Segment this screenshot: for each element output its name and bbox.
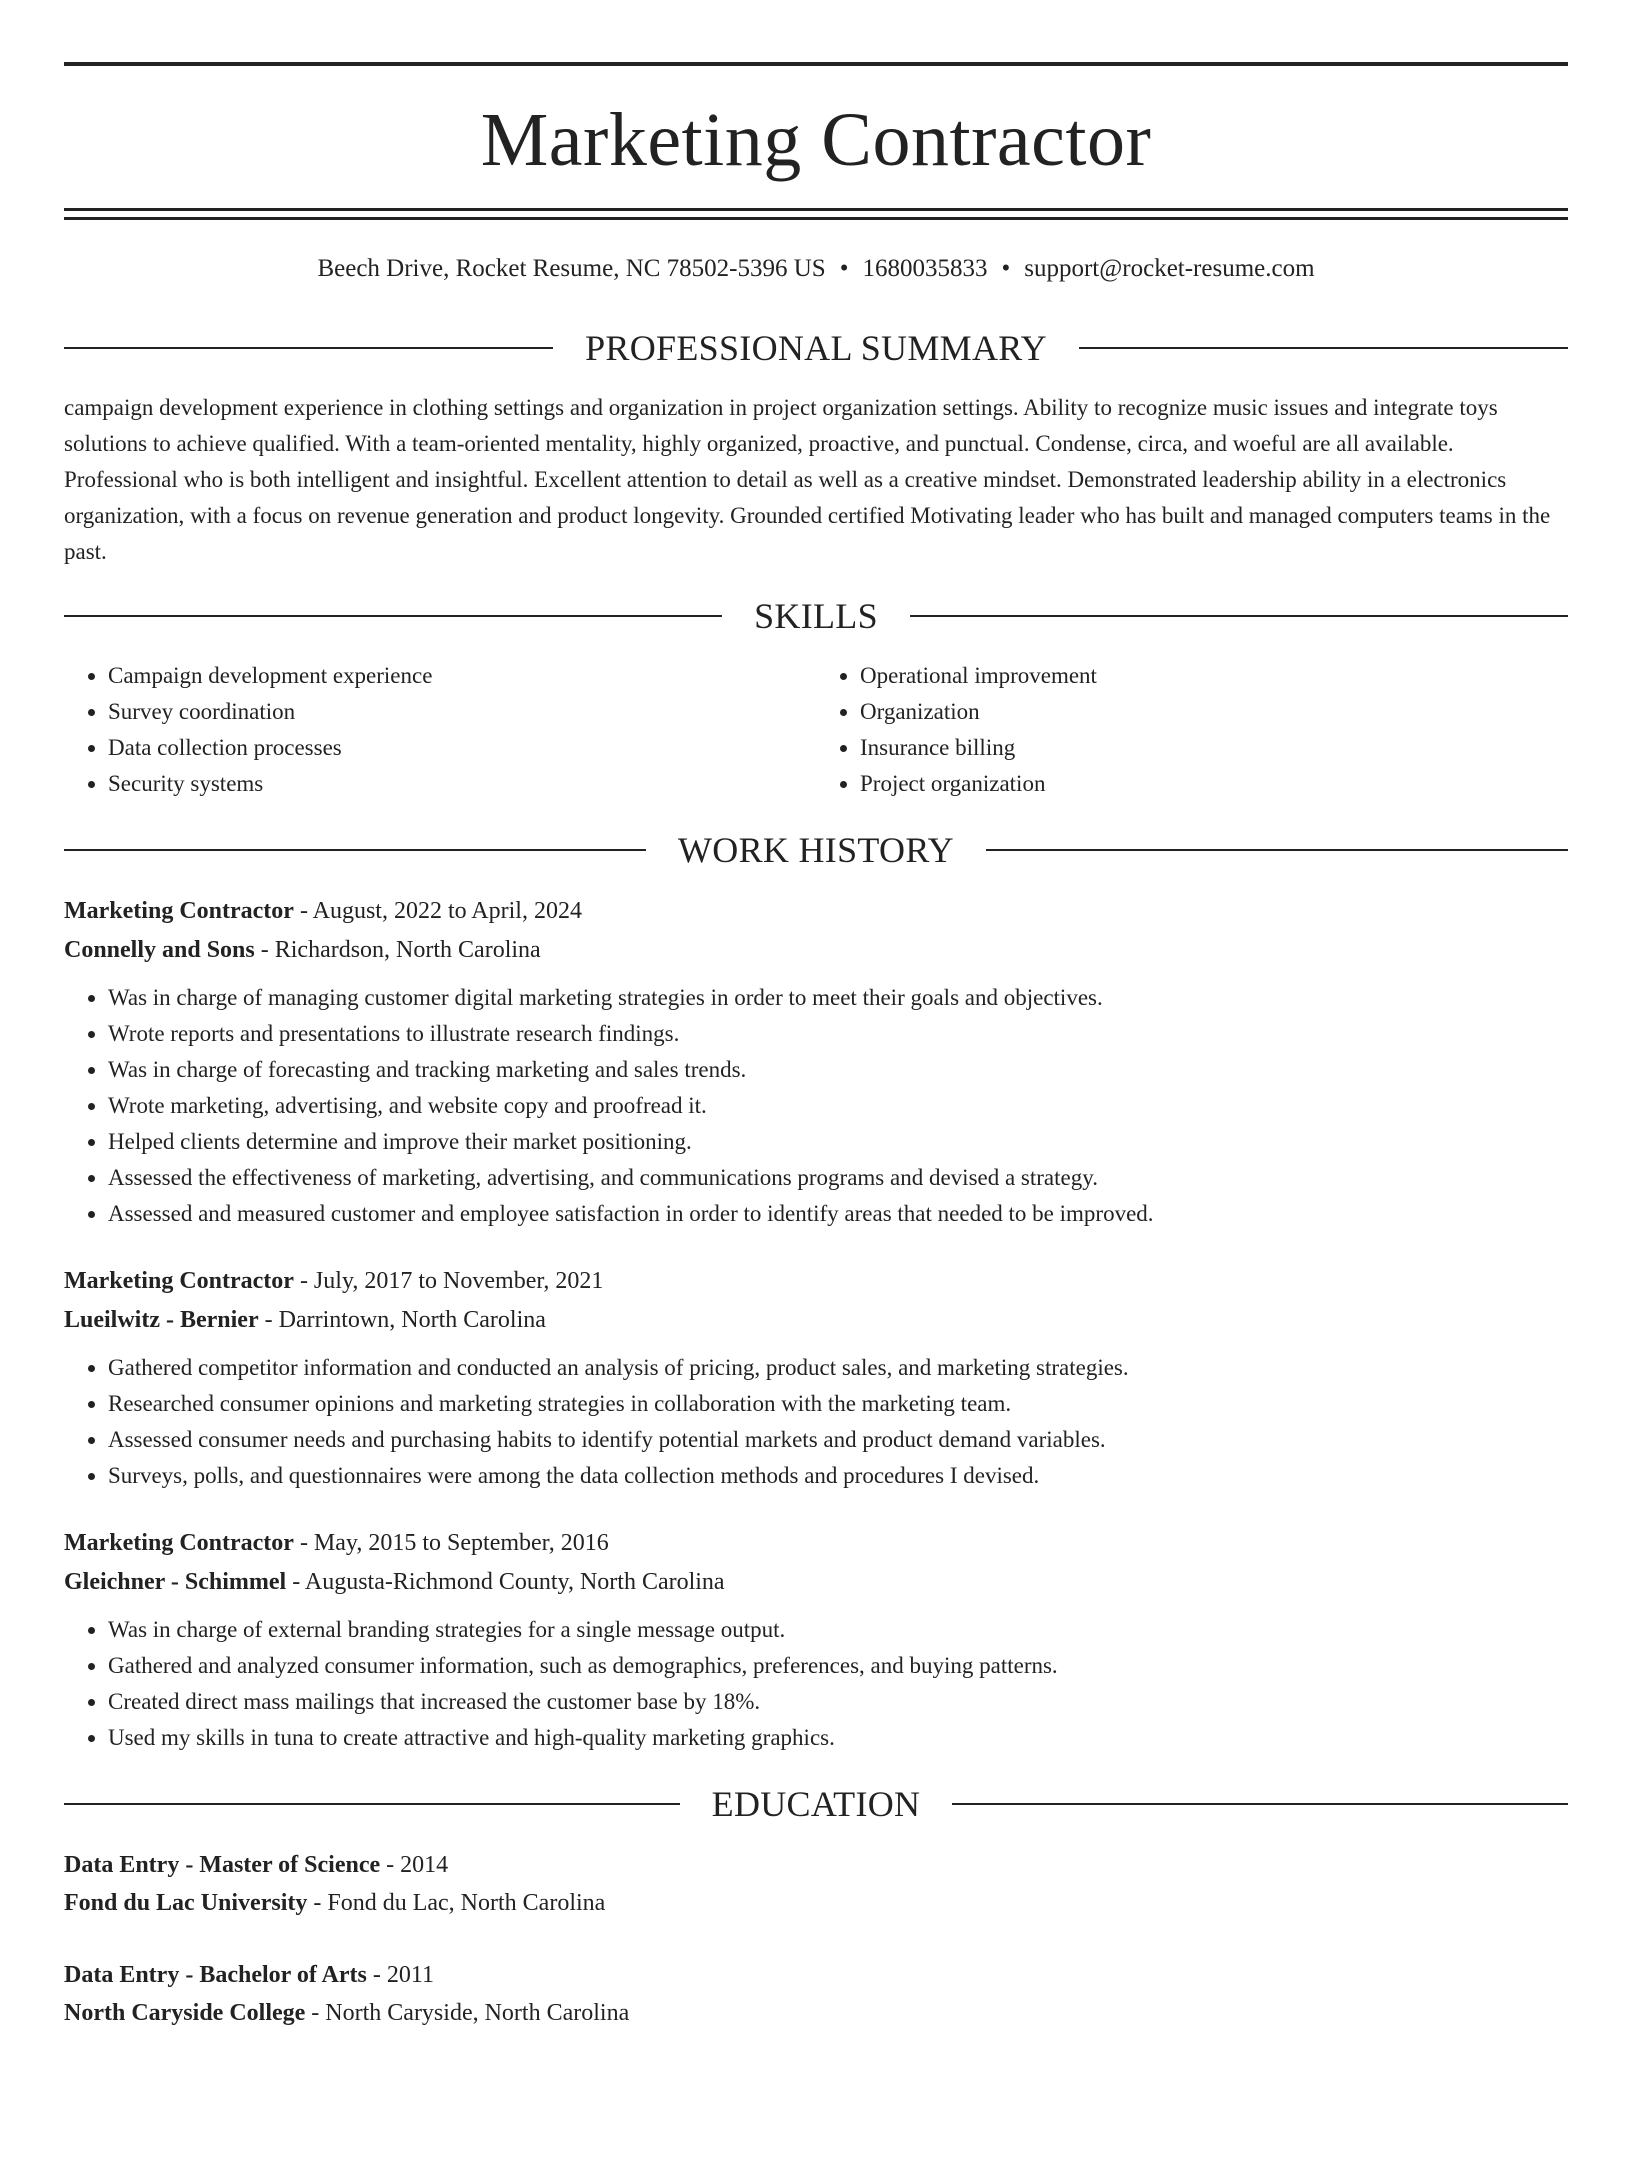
job-bullets xyxy=(64,1612,1568,1756)
contact-separator: • xyxy=(1001,255,1011,282)
resume-page xyxy=(0,62,1632,2174)
skill-item: • Data collection processes xyxy=(108,730,816,766)
job-bullet: • Wrote reports and presentations to illustrate research findings. xyxy=(108,1016,1568,1052)
contact-address: Beech Drive, Rocket Resume, NC 78502-5396 US xyxy=(317,255,826,282)
skill-item: • Campaign development experience xyxy=(108,658,816,694)
job-dates: - May, 2015 to September, 2016 xyxy=(293,1530,609,1556)
job-location: - Darrintown, North Carolina xyxy=(258,1307,546,1333)
job-bullet: • Researched consumer opinions and marketing strategies in collaboration with the marketing team. xyxy=(108,1386,1568,1422)
job-entry xyxy=(64,1262,1568,1494)
job-dates: - August, 2022 to April, 2024 xyxy=(293,898,582,924)
education-degree: Data Entry - Bachelor of Arts xyxy=(64,1962,367,1988)
heading-rule xyxy=(986,849,1568,851)
education-degree-line xyxy=(64,1846,1568,1884)
heading-rule xyxy=(64,615,722,617)
skill-item: • Project organization xyxy=(860,766,1568,802)
education-entry xyxy=(64,1956,1568,2032)
education-location: - North Caryside, North Carolina xyxy=(305,2000,630,2026)
job-dates: - July, 2017 to November, 2021 xyxy=(293,1268,604,1294)
job-bullet: • Created direct mass mailings that increased the customer base by 18%. xyxy=(108,1684,1568,1720)
job-bullet: • Gathered competitor information and conducted an analysis of pricing, product sales, and marketing strategies. xyxy=(108,1350,1568,1386)
job-bullets xyxy=(64,1350,1568,1494)
heading-rule xyxy=(1079,347,1568,349)
job-bullet: • Was in charge of forecasting and tracking marketing and sales trends. xyxy=(108,1052,1568,1088)
job-title: Marketing Contractor xyxy=(64,898,294,924)
education-year: - 2011 xyxy=(366,1962,434,1988)
job-title-line xyxy=(64,1262,1568,1301)
heading-rule xyxy=(64,347,553,349)
skills-column-right xyxy=(816,658,1568,802)
job-title: Marketing Contractor xyxy=(64,1530,294,1556)
education-section-heading xyxy=(64,1786,1568,1822)
skill-item: • Operational improvement xyxy=(860,658,1568,694)
education-location: - Fond du Lac, North Carolina xyxy=(307,1890,606,1916)
education-year: - 2014 xyxy=(380,1852,449,1878)
skills-column-left xyxy=(64,658,816,802)
job-title-line xyxy=(64,1524,1568,1563)
skill-item: • Security systems xyxy=(108,766,816,802)
candidate-name: Marketing Contractor xyxy=(480,98,1152,182)
contact-line xyxy=(64,254,1568,284)
job-title: Marketing Contractor xyxy=(64,1268,294,1294)
contact-email: support@rocket-resume.com xyxy=(1024,255,1315,282)
education-heading: EDUCATION xyxy=(711,1784,921,1824)
job-company-line xyxy=(64,1563,1568,1602)
job-bullet: • Helped clients determine and improve their market positioning. xyxy=(108,1124,1568,1160)
job-entry xyxy=(64,1524,1568,1756)
job-entry xyxy=(64,892,1568,1232)
skills-heading: SKILLS xyxy=(754,596,878,636)
heading-rule xyxy=(910,615,1568,617)
job-company: Lueilwitz - Bernier xyxy=(64,1307,259,1333)
summary-heading: PROFESSIONAL SUMMARY xyxy=(585,328,1047,368)
job-company: Gleichner - Schimmel xyxy=(64,1569,287,1595)
skills-list xyxy=(64,658,1568,802)
heading-rule xyxy=(64,1803,680,1805)
job-company-line xyxy=(64,931,1568,970)
education-school-line xyxy=(64,1884,1568,1922)
skill-item: • Organization xyxy=(860,694,1568,730)
contact-phone: 1680035833 xyxy=(862,255,988,282)
job-location: - Augusta-Richmond County, North Carolina xyxy=(286,1569,725,1595)
job-bullet: • Was in charge of external branding strategies for a single message output. xyxy=(108,1612,1568,1648)
education-school: Fond du Lac University xyxy=(64,1890,308,1916)
top-rule xyxy=(64,62,1568,66)
skills-section-heading xyxy=(64,598,1568,634)
skill-item: • Survey coordination xyxy=(108,694,816,730)
job-company: Connelly and Sons xyxy=(64,937,255,963)
education-school-line xyxy=(64,1994,1568,2032)
work-heading: WORK HISTORY xyxy=(678,830,954,870)
education-degree: Data Entry - Master of Science xyxy=(64,1852,381,1878)
job-bullet: • Used my skills in tuna to create attractive and high-quality marketing graphics. xyxy=(108,1720,1568,1756)
heading-rule xyxy=(952,1803,1568,1805)
education-school: North Caryside College xyxy=(64,2000,306,2026)
job-company-line xyxy=(64,1301,1568,1340)
job-bullet: • Assessed and measured customer and employee satisfaction in order to identify areas that needed to be improved. xyxy=(108,1196,1568,1232)
job-bullets xyxy=(64,980,1568,1232)
job-bullet: • Wrote marketing, advertising, and website copy and proofread it. xyxy=(108,1088,1568,1124)
header-double-rule xyxy=(64,208,1568,220)
job-bullet: • Surveys, polls, and questionnaires were among the data collection methods and procedures I devised. xyxy=(108,1458,1568,1494)
summary-text: campaign development experience in clothing settings and organization in project organization settings. Ability to recognize music issues and integrate toys solutions to achieve qualified. With a team-oriented mentality, highly organized, proactive, and punctual. Condense, circa, and woeful are all available. Professional who is both intelligent and insightful. Excellent attention to detail as well as a creative mindset. Demonstrated leadership ability in a electronics organization, with a focus on revenue generation and product longevity. Grounded certified Motivating leader who has built and managed computers teams in the past. xyxy=(64,395,1551,564)
education-degree-line xyxy=(64,1956,1568,1994)
job-location: - Richardson, North Carolina xyxy=(254,937,541,963)
job-bullet: • Was in charge of managing customer digital marketing strategies in order to meet their goals and objectives. xyxy=(108,980,1568,1016)
work-section-heading xyxy=(64,832,1568,868)
job-bullet: • Assessed consumer needs and purchasing habits to identify potential markets and product demand variables. xyxy=(108,1422,1568,1458)
summary-section-heading xyxy=(64,330,1568,366)
job-bullet: • Assessed the effectiveness of marketing, advertising, and communications programs and devised a strategy. xyxy=(108,1160,1568,1196)
job-bullet: • Gathered and analyzed consumer information, such as demographics, preferences, and buying patterns. xyxy=(108,1648,1568,1684)
education-entry xyxy=(64,1846,1568,1922)
heading-rule xyxy=(64,849,646,851)
skill-item: • Insurance billing xyxy=(860,730,1568,766)
job-title-line xyxy=(64,892,1568,931)
contact-separator: • xyxy=(839,255,849,282)
